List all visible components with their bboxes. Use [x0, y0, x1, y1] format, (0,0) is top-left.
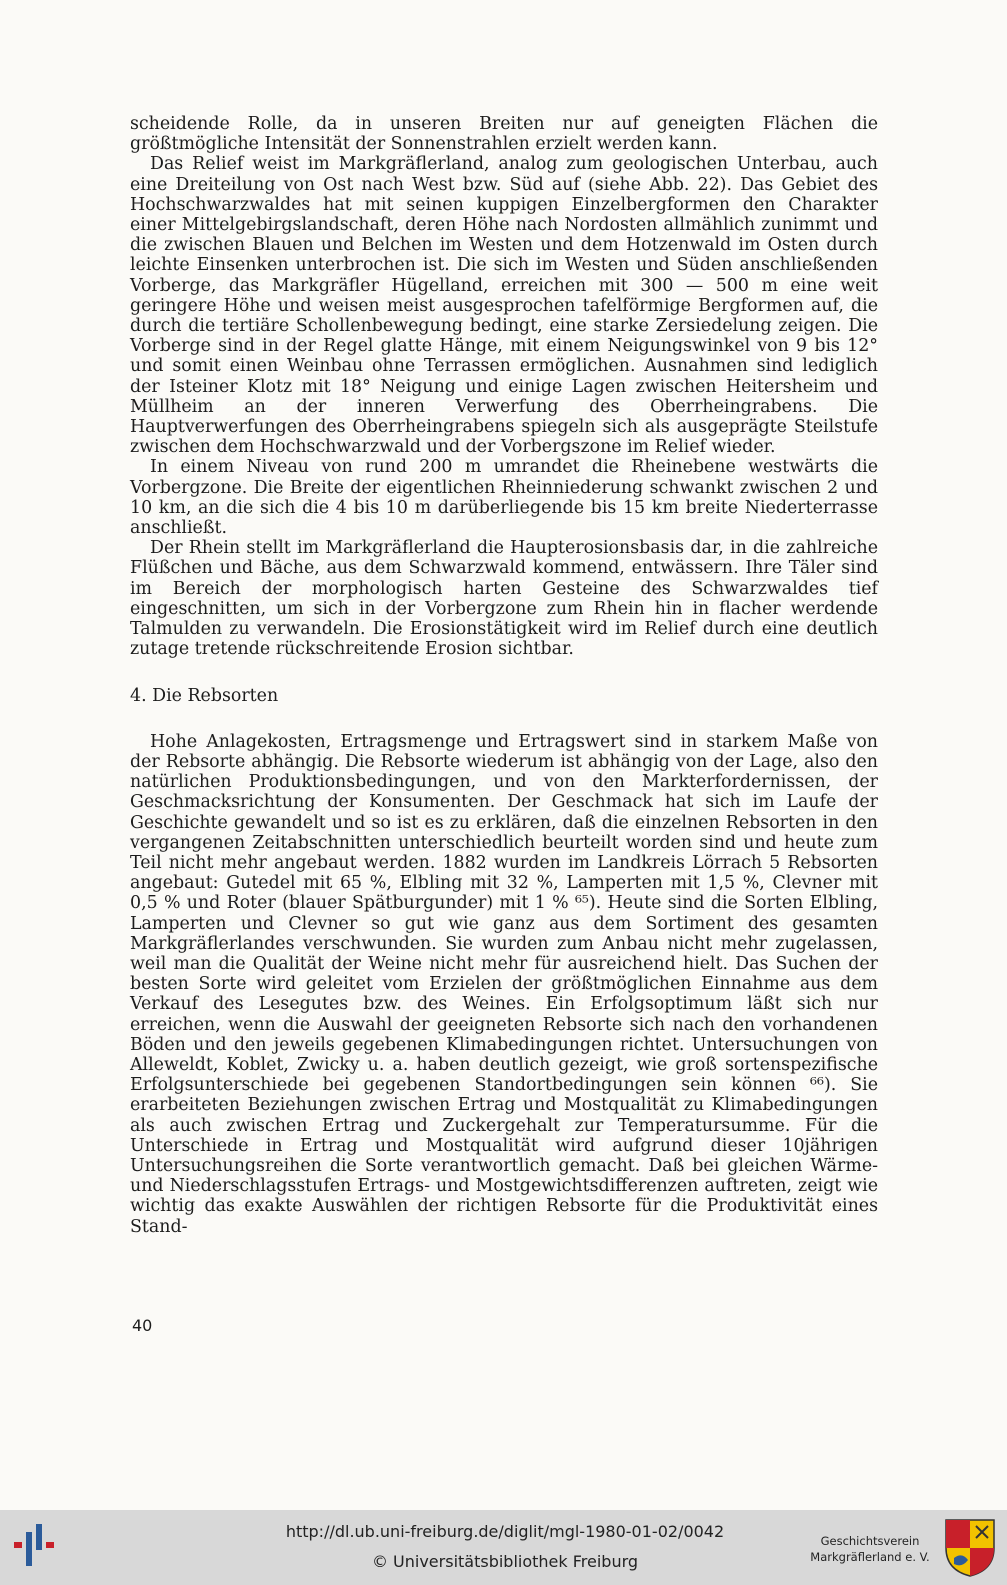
document-url-link[interactable]: http://dl.ub.uni-freiburg.de/diglit/mgl-1980-01-02/0042: [285, 1522, 725, 1541]
paragraph-2: Das Relief weist im Markgräflerland, analog zum geologischen Unterbau, auch eine Dreiteilung von Ost nach West bzw. Süd auf (siehe Abb. 22). Das Gebiet des Hochschwarzwaldes hat mit seinen kuppigen Einzelbergformen den Charakter einer Mittelgebirgslandschaft, deren Höhe nach Nordosten allmählich zunimmt und die zwischen Blauen und Belchen im Westen und dem Hotzenwald im Osten durch leichte Einsenken unterbrochen ist. Die sich im Westen und Süden anschließenden Vorberge, das Markgräfler Hügelland, erreichen mit 300 — 500 m eine weit geringere Höhe und weisen meist ausgesprochen tafelförmige Bergformen auf, die durch die tertiäre Schollenbewegung bedingt, eine starke Zersiedelung zeigen. Die Vorberge sind in der Regel glatte Hänge, mit einem Neigungswinkel von 9 bis 12° und somit einen Weinbau ohne Terrassen ermöglichen. Ausnahmen sind lediglich der Isteiner Klotz mit 18° Neigung und einige Lagen zwischen Heitersheim und Müllheim an der inneren Verwerfung des Oberrheingrabens. Die Hauptverwerfungen des Oberrheingrabens spiegeln sich als ausgeprägte Steilstufe zwischen dem Hochschwarzwald und der Vorbergszone im Relief wieder.: [130, 154, 878, 458]
paragraph-3: In einem Niveau von rund 200 m umrandet die Rheinebene westwärts die Vorbergzone. Die Breite der eigentlichen Rheinniederung schwankt zwischen 2 und 10 km, an die sich die 4 bis 10 m darüberliegende bis 15 km breite Niederterrasse anschließt.: [130, 457, 878, 539]
copyright-text: © Universitätsbibliothek Freiburg: [371, 1552, 639, 1571]
paragraph-4: Der Rhein stellt im Markgräflerland die Haupterosionsbasis dar, in die zahlreiche Flüßchen und Bäche, aus dem Schwarzwald kommend, entwässern. Ihre Täler sind im Bereich der morphologisch harten Gesteine des Schwarzwaldes tief eingeschnitten, um sich in der Vorbergzone zum Rhein hin in flacher werdende Talmulden zu verwandeln. Die Erosionstätigkeit wird im Relief durch eine deutlich zutage tretende rückschreitende Erosion sichtbar.: [130, 538, 878, 660]
association-line-2: Markgräflerland e. V.: [810, 1550, 930, 1564]
coat-of-arms-icon[interactable]: [944, 1518, 996, 1578]
association-line-1: Geschichtsverein: [820, 1534, 920, 1548]
page-number: 40: [132, 1316, 153, 1335]
page-content: [130, 114, 878, 1237]
section-heading: 4. Die Rebsorten: [130, 686, 279, 707]
ub-freiburg-logo-icon[interactable]: [12, 1518, 68, 1574]
association-name: [810, 1533, 930, 1565]
paragraph-1: scheidende Rolle, da in unseren Breiten nur auf geneigten Flächen die größtmögliche Intensität der Sonnenstrahlen erzielt werden kann.: [130, 114, 878, 155]
paragraph-5: Hohe Anlagekosten, Ertragsmenge und Ertragswert sind in starkem Maße von der Rebsorte abhängig. Die Rebsorte wiederum ist abhängig von der Lage, also den natürlichen Produktionsbedingungen, und von den Markterfordernissen, der Geschmacksrichtung der Konsumenten. Der Geschmack hat sich im Laufe der Geschichte gewandelt und so ist es zu erklären, daß die einzelnen Rebsorten in den vergangenen Zeitabschnitten unterschiedlich beurteilt worden sind und heute zum Teil nicht mehr angebaut werden. 1882 wurden im Landkreis Lörrach 5 Rebsorten angebaut: Gutedel mit 65 %, Elbling mit 32 %, Lamperten mit 1,5 %, Clevner mit 0,5 % und Roter (blauer Spätburgunder) mit 1 % ⁶⁵). Heute sind die Sorten Elbling, Lamperten und Clevner so gut wie ganz aus dem Sortiment des gesamten Markgräflerlandes verschwunden. Sie wurden zum Anbau nicht mehr zugelassen, weil man die Qualität der Weine nicht mehr für ausreichend hielt. Das Suchen der besten Sorte wird geleitet vom Erzielen der größtmöglichen Einnahme aus dem Verkauf des Lesegutes bzw. des Weines. Ein Erfolgsoptimum läßt sich nur erreichen, wenn die Auswahl der geeigneten Rebsorte sich nach den vorhandenen Böden und den jeweils gegebenen Klimabedingungen richtet. Untersuchungen von Alleweldt, Koblet, Zwicky u. a. haben deutlich gezeigt, wie groß sortenspezifische Erfolgsunterschiede bei gegebenen Standortbedingungen sein können ⁶⁶). Sie erarbeiteten Beziehungen zwischen Ertrag und Mostqualität zu Klimabedingungen als auch zwischen Ertrag und Zuckergehalt zur Temperatursumme. Für die Unterschiede in Ertrag und Mostqualität wird aufgrund dieser 10jährigen Untersuchungsreihen die Sorte verantwortlich gemacht. Daß bei gleichen Wärme- und Niederschlagsstufen Ertrags- und Mostgewichtsdifferenzen auftreten, zeigt wie wichtig das exakte Auswählen der richtigen Rebsorte für die Produktivität eines Stand-: [130, 731, 878, 1237]
footer-bar: [0, 1510, 1007, 1585]
